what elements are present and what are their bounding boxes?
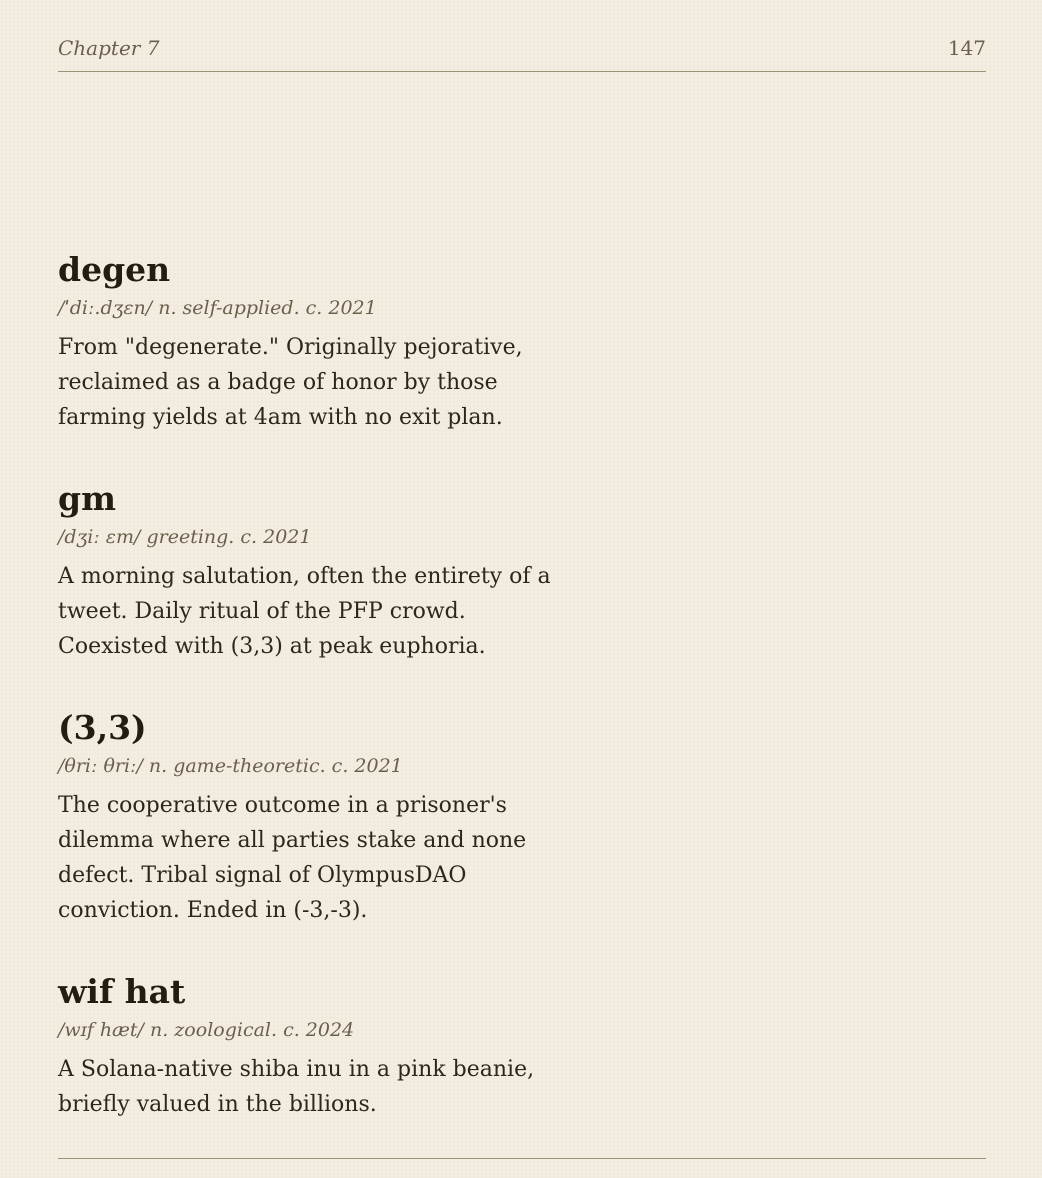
definition: From "degenerate." Originally pejorative, reclaimed as a badge of honor by those farming yields at 4am with no exit plan.: [58, 335, 523, 430]
entry-gm: [58, 477, 578, 664]
headword: (3,3): [58, 708, 147, 747]
chapter-label: Chapter 7: [58, 36, 160, 60]
entry-wif-hat: [58, 970, 578, 1122]
definition: A morning salutation, often the entirety of a tweet. Daily ritual of the PFP crowd. Coexisted with (3,3) at peak euphoria.: [58, 564, 551, 659]
definition: The cooperative outcome in a prisoner's dilemma where all parties stake and none defect. Tribal signal of OlympusDAO conviction. Ended in (-3,-3).: [58, 793, 527, 923]
headword: gm: [58, 479, 116, 518]
entry-degen: [58, 248, 578, 435]
footer-rule: [58, 1158, 986, 1159]
pronunciation: /dʒiː ɛm/ greeting. c. 2021: [58, 526, 312, 548]
entry-3-3: [58, 706, 578, 928]
pronunciation: /θriː θriː/ n. game-theoretic. c. 2021: [58, 755, 403, 777]
glossary-entries: [58, 248, 578, 1164]
page-number: 147: [947, 36, 986, 60]
headword: wif hat: [58, 972, 186, 1011]
pronunciation: /wɪf hæt/ n. zoological. c. 2024: [58, 1019, 355, 1041]
book-page: [58, 0, 986, 1178]
headword: degen: [58, 250, 171, 289]
running-header: [58, 34, 986, 72]
definition: A Solana-native shiba inu in a pink beanie, briefly valued in the billions.: [58, 1057, 535, 1117]
pronunciation: /ˈdiː.dʒɛn/ n. self-applied. c. 2021: [58, 297, 377, 319]
